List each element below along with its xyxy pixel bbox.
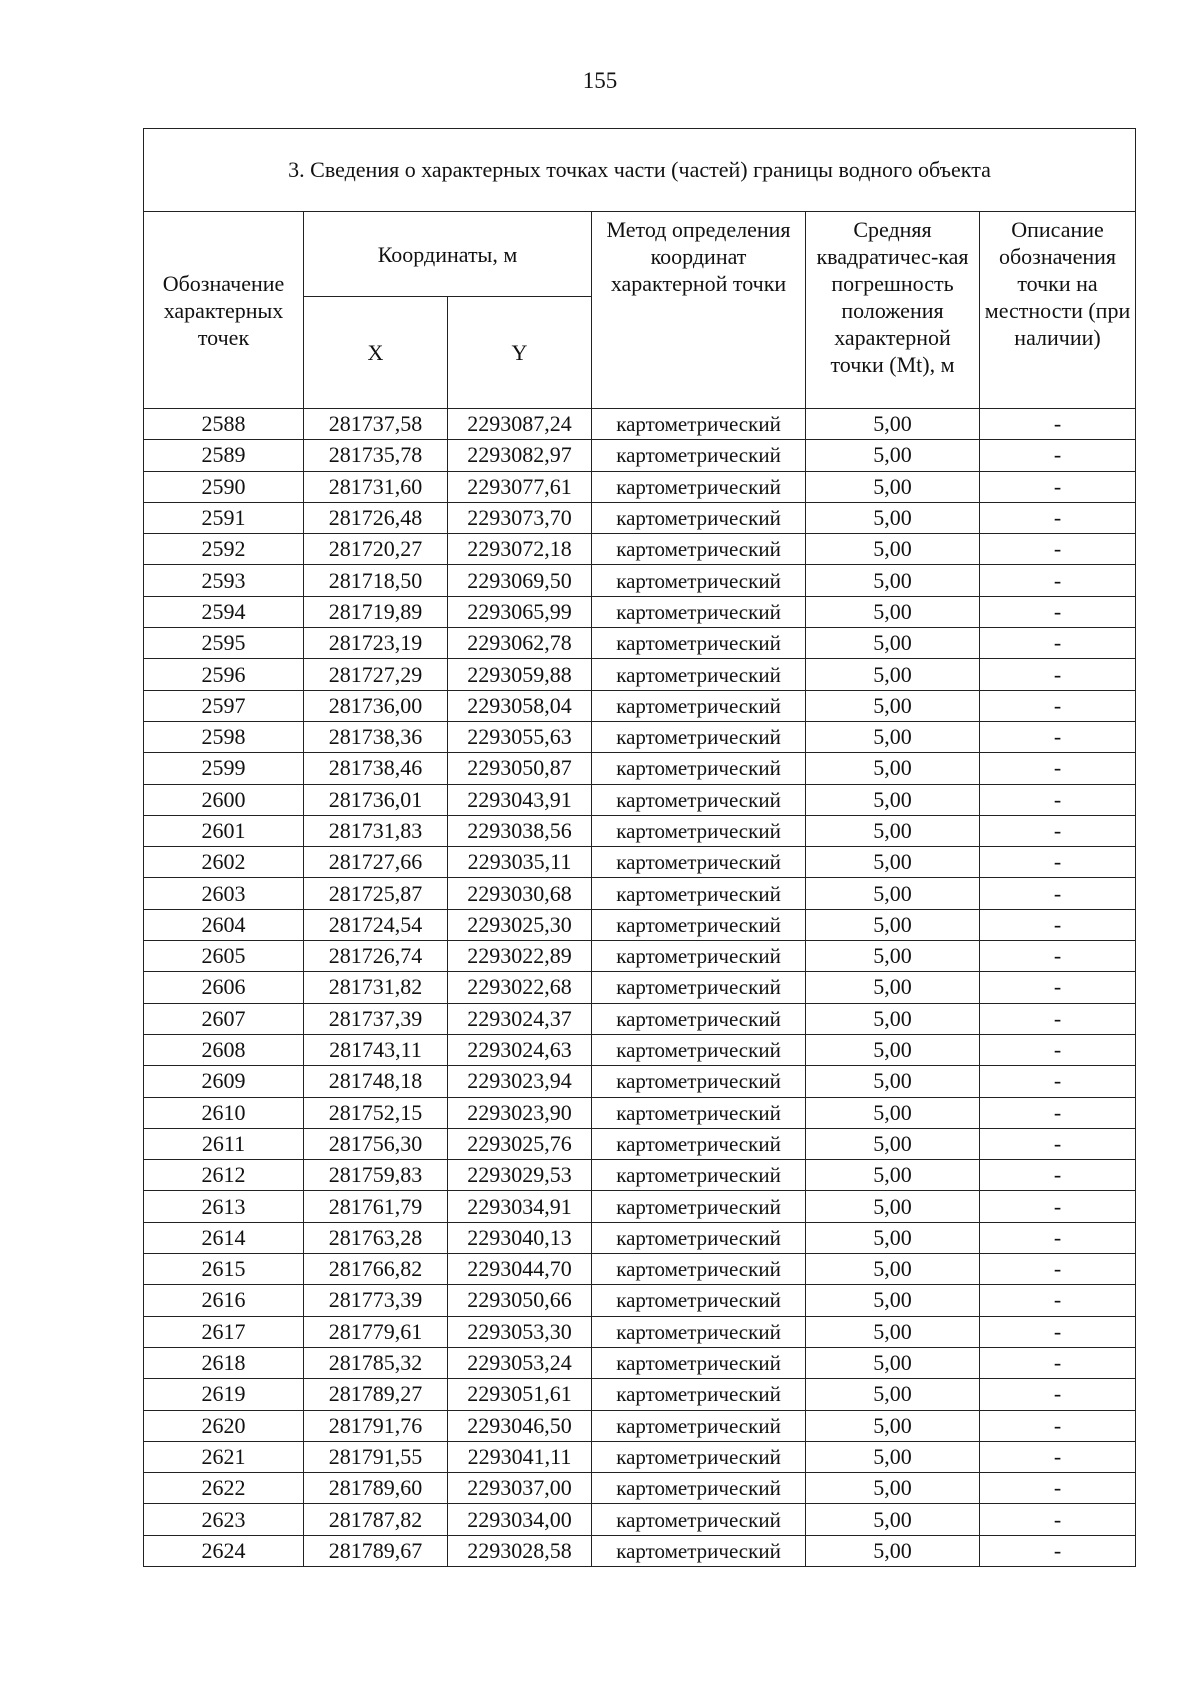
cell-method: картометрический xyxy=(592,1316,806,1347)
table-row xyxy=(144,1160,1136,1191)
cell-method: картометрический xyxy=(592,909,806,940)
cell-method: картометрический xyxy=(592,721,806,752)
table-row xyxy=(144,1347,1136,1378)
table-row xyxy=(144,534,1136,565)
cell-method: картометрический xyxy=(592,815,806,846)
table-row xyxy=(144,909,1136,940)
cell-point-id: 2624 xyxy=(144,1535,304,1566)
cell-accuracy: 5,00 xyxy=(806,440,980,471)
cell-description: - xyxy=(980,1379,1136,1410)
table-row xyxy=(144,721,1136,752)
cell-method: картометрический xyxy=(592,1128,806,1159)
cell-x: 281720,27 xyxy=(304,534,448,565)
cell-accuracy: 5,00 xyxy=(806,471,980,502)
cell-description: - xyxy=(980,565,1136,596)
cell-point-id: 2609 xyxy=(144,1066,304,1097)
cell-description: - xyxy=(980,721,1136,752)
cell-accuracy: 5,00 xyxy=(806,534,980,565)
cell-method: картометрический xyxy=(592,878,806,909)
table-row xyxy=(144,1254,1136,1285)
cell-point-id: 2596 xyxy=(144,659,304,690)
cell-x: 281726,74 xyxy=(304,941,448,972)
cell-y: 2293087,24 xyxy=(448,409,592,440)
cell-point-id: 2617 xyxy=(144,1316,304,1347)
table-row xyxy=(144,659,1136,690)
cell-y: 2293069,50 xyxy=(448,565,592,596)
cell-accuracy: 5,00 xyxy=(806,721,980,752)
cell-point-id: 2614 xyxy=(144,1222,304,1253)
cell-description: - xyxy=(980,847,1136,878)
cell-description: - xyxy=(980,941,1136,972)
cell-x: 281761,79 xyxy=(304,1191,448,1222)
cell-method: картометрический xyxy=(592,1003,806,1034)
cell-x: 281743,11 xyxy=(304,1034,448,1065)
cell-y: 2293029,53 xyxy=(448,1160,592,1191)
cell-y: 2293062,78 xyxy=(448,628,592,659)
cell-method: картометрический xyxy=(592,1097,806,1128)
cell-description: - xyxy=(980,1473,1136,1504)
cell-method: картометрический xyxy=(592,1504,806,1535)
table-row xyxy=(144,878,1136,909)
cell-y: 2293050,87 xyxy=(448,753,592,784)
cell-x: 281785,32 xyxy=(304,1347,448,1378)
cell-description: - xyxy=(980,1535,1136,1566)
cell-x: 281773,39 xyxy=(304,1285,448,1316)
cell-point-id: 2618 xyxy=(144,1347,304,1378)
table-body xyxy=(144,409,1136,1567)
cell-x: 281727,66 xyxy=(304,847,448,878)
cell-x: 281763,28 xyxy=(304,1222,448,1253)
cell-point-id: 2598 xyxy=(144,721,304,752)
table-title: 3. Сведения о характерных точках части (частей) границы водного объекта xyxy=(144,129,1136,212)
cell-x: 281789,27 xyxy=(304,1379,448,1410)
cell-description: - xyxy=(980,1347,1136,1378)
cell-point-id: 2612 xyxy=(144,1160,304,1191)
cell-x: 281791,55 xyxy=(304,1441,448,1472)
cell-y: 2293034,91 xyxy=(448,1191,592,1222)
cell-accuracy: 5,00 xyxy=(806,1473,980,1504)
cell-method: картометрический xyxy=(592,941,806,972)
cell-description: - xyxy=(980,534,1136,565)
cell-description: - xyxy=(980,471,1136,502)
cell-method: картометрический xyxy=(592,1254,806,1285)
cell-accuracy: 5,00 xyxy=(806,784,980,815)
cell-method: картометрический xyxy=(592,753,806,784)
table-row xyxy=(144,1128,1136,1159)
cell-accuracy: 5,00 xyxy=(806,1441,980,1472)
table-row xyxy=(144,1410,1136,1441)
cell-x: 281737,58 xyxy=(304,409,448,440)
cell-accuracy: 5,00 xyxy=(806,1191,980,1222)
cell-method: картометрический xyxy=(592,471,806,502)
cell-method: картометрический xyxy=(592,565,806,596)
cell-x: 281756,30 xyxy=(304,1128,448,1159)
cell-point-id: 2597 xyxy=(144,690,304,721)
table-row xyxy=(144,1222,1136,1253)
cell-method: картометрический xyxy=(592,596,806,627)
cell-point-id: 2594 xyxy=(144,596,304,627)
cell-accuracy: 5,00 xyxy=(806,1034,980,1065)
cell-accuracy: 5,00 xyxy=(806,1160,980,1191)
cell-accuracy: 5,00 xyxy=(806,1285,980,1316)
cell-y: 2293023,94 xyxy=(448,1066,592,1097)
cell-description: - xyxy=(980,1097,1136,1128)
cell-description: - xyxy=(980,1410,1136,1441)
cell-method: картометрический xyxy=(592,534,806,565)
cell-point-id: 2620 xyxy=(144,1410,304,1441)
cell-description: - xyxy=(980,659,1136,690)
cell-description: - xyxy=(980,815,1136,846)
cell-y: 2293059,88 xyxy=(448,659,592,690)
cell-accuracy: 5,00 xyxy=(806,1347,980,1378)
cell-point-id: 2588 xyxy=(144,409,304,440)
header-point-id: Обозначение характерных точек xyxy=(144,212,304,409)
cell-description: - xyxy=(980,1191,1136,1222)
table-row xyxy=(144,440,1136,471)
table-row xyxy=(144,565,1136,596)
cell-description: - xyxy=(980,784,1136,815)
cell-y: 2293046,50 xyxy=(448,1410,592,1441)
cell-accuracy: 5,00 xyxy=(806,847,980,878)
cell-y: 2293034,00 xyxy=(448,1504,592,1535)
cell-point-id: 2601 xyxy=(144,815,304,846)
header-description: Описание обозначения точки на местности (при наличии) xyxy=(980,212,1136,409)
header-y: Y xyxy=(448,297,592,409)
cell-point-id: 2602 xyxy=(144,847,304,878)
cell-method: картометрический xyxy=(592,1034,806,1065)
cell-x: 281759,83 xyxy=(304,1160,448,1191)
cell-point-id: 2591 xyxy=(144,502,304,533)
cell-description: - xyxy=(980,1316,1136,1347)
cell-description: - xyxy=(980,1128,1136,1159)
table-row xyxy=(144,1316,1136,1347)
cell-point-id: 2608 xyxy=(144,1034,304,1065)
cell-x: 281748,18 xyxy=(304,1066,448,1097)
cell-y: 2293053,24 xyxy=(448,1347,592,1378)
cell-point-id: 2605 xyxy=(144,941,304,972)
cell-method: картометрический xyxy=(592,502,806,533)
cell-description: - xyxy=(980,1285,1136,1316)
cell-y: 2293041,11 xyxy=(448,1441,592,1472)
cell-point-id: 2623 xyxy=(144,1504,304,1535)
cell-x: 281726,48 xyxy=(304,502,448,533)
cell-method: картометрический xyxy=(592,409,806,440)
header-coordinates: Координаты, м xyxy=(304,212,592,297)
cell-x: 281719,89 xyxy=(304,596,448,627)
cell-description: - xyxy=(980,972,1136,1003)
cell-description: - xyxy=(980,596,1136,627)
cell-accuracy: 5,00 xyxy=(806,815,980,846)
cell-description: - xyxy=(980,1066,1136,1097)
cell-point-id: 2622 xyxy=(144,1473,304,1504)
cell-y: 2293072,18 xyxy=(448,534,592,565)
cell-y: 2293022,68 xyxy=(448,972,592,1003)
cell-x: 281731,82 xyxy=(304,972,448,1003)
cell-x: 281738,36 xyxy=(304,721,448,752)
cell-point-id: 2621 xyxy=(144,1441,304,1472)
cell-accuracy: 5,00 xyxy=(806,502,980,533)
cell-point-id: 2606 xyxy=(144,972,304,1003)
cell-accuracy: 5,00 xyxy=(806,628,980,659)
page-number: 155 xyxy=(582,68,618,93)
cell-x: 281725,87 xyxy=(304,878,448,909)
cell-method: картометрический xyxy=(592,1473,806,1504)
cell-method: картометрический xyxy=(592,1066,806,1097)
cell-y: 2293028,58 xyxy=(448,1535,592,1566)
cell-x: 281723,19 xyxy=(304,628,448,659)
cell-method: картометрический xyxy=(592,1347,806,1378)
cell-description: - xyxy=(980,1254,1136,1285)
cell-description: - xyxy=(980,753,1136,784)
cell-method: картометрический xyxy=(592,1535,806,1566)
table-row xyxy=(144,1003,1136,1034)
cell-x: 281752,15 xyxy=(304,1097,448,1128)
table-row xyxy=(144,1441,1136,1472)
cell-x: 281731,60 xyxy=(304,471,448,502)
cell-description: - xyxy=(980,1222,1136,1253)
cell-point-id: 2590 xyxy=(144,471,304,502)
cell-accuracy: 5,00 xyxy=(806,1097,980,1128)
table-row xyxy=(144,1379,1136,1410)
characteristic-points-table xyxy=(143,128,1136,1567)
cell-y: 2293030,68 xyxy=(448,878,592,909)
cell-method: картометрический xyxy=(592,1285,806,1316)
cell-description: - xyxy=(980,502,1136,533)
cell-y: 2293073,70 xyxy=(448,502,592,533)
cell-x: 281789,60 xyxy=(304,1473,448,1504)
cell-description: - xyxy=(980,1160,1136,1191)
cell-y: 2293043,91 xyxy=(448,784,592,815)
header-accuracy: Средняя квадратичес-кая погрешность положения характерной точки (Mt), м xyxy=(806,212,980,409)
cell-y: 2293024,37 xyxy=(448,1003,592,1034)
cell-method: картометрический xyxy=(592,1191,806,1222)
cell-point-id: 2603 xyxy=(144,878,304,909)
cell-y: 2293040,13 xyxy=(448,1222,592,1253)
cell-method: картометрический xyxy=(592,1160,806,1191)
table-row xyxy=(144,753,1136,784)
cell-method: картометрический xyxy=(592,690,806,721)
cell-accuracy: 5,00 xyxy=(806,878,980,909)
cell-description: - xyxy=(980,440,1136,471)
cell-accuracy: 5,00 xyxy=(806,1128,980,1159)
table-row xyxy=(144,972,1136,1003)
cell-y: 2293058,04 xyxy=(448,690,592,721)
cell-y: 2293022,89 xyxy=(448,941,592,972)
cell-y: 2293050,66 xyxy=(448,1285,592,1316)
table-row xyxy=(144,1473,1136,1504)
cell-method: картометрический xyxy=(592,1441,806,1472)
cell-accuracy: 5,00 xyxy=(806,409,980,440)
table-row xyxy=(144,941,1136,972)
header-method: Метод определения координат характерной точки xyxy=(592,212,806,409)
cell-point-id: 2607 xyxy=(144,1003,304,1034)
table-row xyxy=(144,815,1136,846)
cell-accuracy: 5,00 xyxy=(806,565,980,596)
table-row xyxy=(144,1034,1136,1065)
cell-accuracy: 5,00 xyxy=(806,596,980,627)
cell-accuracy: 5,00 xyxy=(806,690,980,721)
table-row xyxy=(144,628,1136,659)
header-x: X xyxy=(304,297,448,409)
cell-accuracy: 5,00 xyxy=(806,1066,980,1097)
cell-description: - xyxy=(980,628,1136,659)
cell-accuracy: 5,00 xyxy=(806,1379,980,1410)
cell-x: 281727,29 xyxy=(304,659,448,690)
cell-point-id: 2592 xyxy=(144,534,304,565)
cell-description: - xyxy=(980,909,1136,940)
cell-method: картометрический xyxy=(592,1410,806,1441)
cell-y: 2293023,90 xyxy=(448,1097,592,1128)
table-row xyxy=(144,471,1136,502)
table-row xyxy=(144,1097,1136,1128)
cell-x: 281738,46 xyxy=(304,753,448,784)
cell-x: 281737,39 xyxy=(304,1003,448,1034)
cell-point-id: 2589 xyxy=(144,440,304,471)
cell-x: 281736,01 xyxy=(304,784,448,815)
cell-x: 281779,61 xyxy=(304,1316,448,1347)
cell-x: 281735,78 xyxy=(304,440,448,471)
cell-point-id: 2599 xyxy=(144,753,304,784)
cell-method: картометрический xyxy=(592,972,806,1003)
cell-accuracy: 5,00 xyxy=(806,1316,980,1347)
cell-x: 281736,00 xyxy=(304,690,448,721)
cell-y: 2293025,76 xyxy=(448,1128,592,1159)
cell-x: 281766,82 xyxy=(304,1254,448,1285)
cell-accuracy: 5,00 xyxy=(806,972,980,1003)
cell-accuracy: 5,00 xyxy=(806,1003,980,1034)
cell-y: 2293037,00 xyxy=(448,1473,592,1504)
cell-accuracy: 5,00 xyxy=(806,1504,980,1535)
cell-description: - xyxy=(980,1003,1136,1034)
table-row xyxy=(144,596,1136,627)
cell-y: 2293065,99 xyxy=(448,596,592,627)
cell-x: 281724,54 xyxy=(304,909,448,940)
cell-point-id: 2604 xyxy=(144,909,304,940)
cell-method: картометрический xyxy=(592,784,806,815)
cell-point-id: 2595 xyxy=(144,628,304,659)
cell-x: 281787,82 xyxy=(304,1504,448,1535)
table-row xyxy=(144,1066,1136,1097)
table-row xyxy=(144,409,1136,440)
cell-method: картометрический xyxy=(592,1379,806,1410)
cell-y: 2293025,30 xyxy=(448,909,592,940)
table-row xyxy=(144,690,1136,721)
cell-point-id: 2600 xyxy=(144,784,304,815)
cell-accuracy: 5,00 xyxy=(806,1535,980,1566)
cell-accuracy: 5,00 xyxy=(806,659,980,690)
cell-x: 281789,67 xyxy=(304,1535,448,1566)
table-row xyxy=(144,847,1136,878)
cell-method: картометрический xyxy=(592,847,806,878)
cell-description: - xyxy=(980,409,1136,440)
table-row xyxy=(144,784,1136,815)
cell-description: - xyxy=(980,878,1136,909)
cell-accuracy: 5,00 xyxy=(806,1254,980,1285)
cell-description: - xyxy=(980,1034,1136,1065)
table-row xyxy=(144,1535,1136,1566)
cell-point-id: 2619 xyxy=(144,1379,304,1410)
cell-y: 2293053,30 xyxy=(448,1316,592,1347)
cell-accuracy: 5,00 xyxy=(806,1222,980,1253)
cell-y: 2293082,97 xyxy=(448,440,592,471)
cell-x: 281791,76 xyxy=(304,1410,448,1441)
cell-y: 2293055,63 xyxy=(448,721,592,752)
table-row xyxy=(144,502,1136,533)
cell-method: картометрический xyxy=(592,440,806,471)
cell-description: - xyxy=(980,1504,1136,1535)
cell-y: 2293024,63 xyxy=(448,1034,592,1065)
table-row xyxy=(144,1504,1136,1535)
cell-point-id: 2611 xyxy=(144,1128,304,1159)
cell-description: - xyxy=(980,1441,1136,1472)
table-row xyxy=(144,1191,1136,1222)
cell-point-id: 2616 xyxy=(144,1285,304,1316)
cell-point-id: 2615 xyxy=(144,1254,304,1285)
cell-point-id: 2610 xyxy=(144,1097,304,1128)
cell-point-id: 2613 xyxy=(144,1191,304,1222)
cell-y: 2293077,61 xyxy=(448,471,592,502)
cell-method: картометрический xyxy=(592,628,806,659)
cell-y: 2293035,11 xyxy=(448,847,592,878)
cell-y: 2293044,70 xyxy=(448,1254,592,1285)
cell-accuracy: 5,00 xyxy=(806,909,980,940)
table-row xyxy=(144,1285,1136,1316)
cell-y: 2293051,61 xyxy=(448,1379,592,1410)
cell-method: картометрический xyxy=(592,659,806,690)
cell-accuracy: 5,00 xyxy=(806,753,980,784)
cell-accuracy: 5,00 xyxy=(806,941,980,972)
cell-x: 281731,83 xyxy=(304,815,448,846)
cell-description: - xyxy=(980,690,1136,721)
cell-accuracy: 5,00 xyxy=(806,1410,980,1441)
cell-point-id: 2593 xyxy=(144,565,304,596)
cell-y: 2293038,56 xyxy=(448,815,592,846)
cell-method: картометрический xyxy=(592,1222,806,1253)
cell-x: 281718,50 xyxy=(304,565,448,596)
